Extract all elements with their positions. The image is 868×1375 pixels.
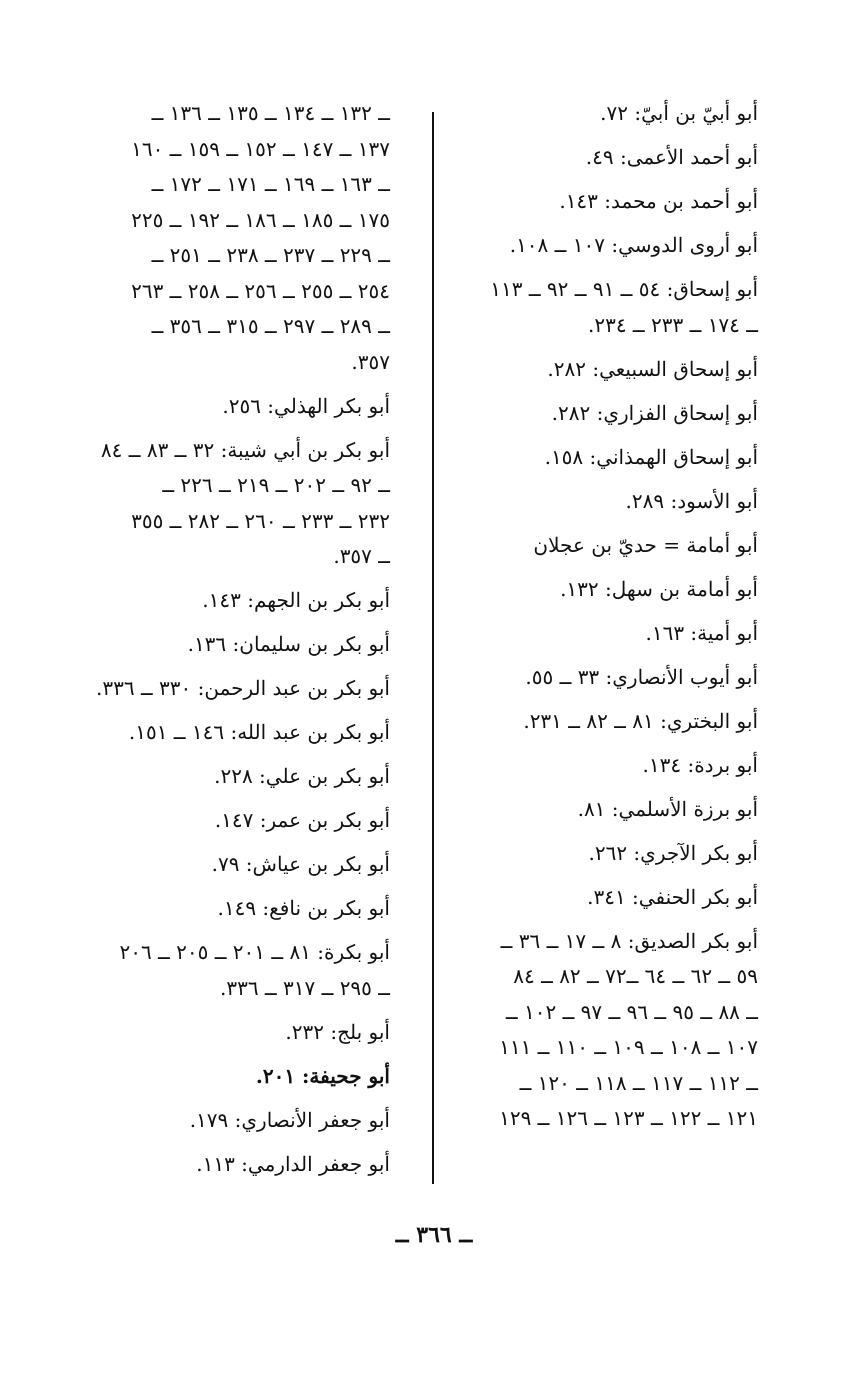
index-entry xyxy=(448,140,758,176)
entry-line: ــ ٢٨٩ ــ ٢٩٧ ــ ٣١٥ ــ ٣٥٦ ــ xyxy=(151,314,390,338)
index-entry xyxy=(448,96,758,132)
entry-line: أبو بلج: ٢٣٢. xyxy=(285,1019,390,1044)
entry-line: ــ ٨٨ ــ ٩٥ ــ ٩٦ ــ ٩٧ ــ ١٠٢ ــ xyxy=(505,999,758,1024)
entry-line: أبو برزة الأسلمي: ٨١. xyxy=(577,796,758,821)
entry-line: ــ ١١٢ ــ ١١٧ ــ ١١٨ ــ ١٢٠ ــ xyxy=(519,1070,758,1095)
entry-line: ١٧٥ ــ ١٨٥ ــ ١٨٦ ــ ١٩٢ ــ ٢٢٥ xyxy=(131,207,390,232)
entry-line: أبو أمية: ١٦٣. xyxy=(645,620,758,645)
index-entry xyxy=(80,715,390,751)
entry-line: ــ ٢٩٥ ــ ٣١٧ ــ ٣٣٦. xyxy=(219,975,390,1000)
index-entry xyxy=(448,748,758,784)
entry-line: ــ ١٧٤ ــ ٢٣٣ ــ ٢٣٤. xyxy=(587,312,758,337)
index-entry xyxy=(448,704,758,740)
index-entry xyxy=(80,1015,390,1051)
entry-line: ٥٩ ــ ٦٢ ــ ٦٤ ــ٧٢ ــ ٨٢ ــ ٨٤ xyxy=(513,964,758,988)
index-entry xyxy=(80,847,390,883)
entry-line: أبو بكر بن عمر: ١٤٧. xyxy=(214,808,390,832)
index-entry xyxy=(80,891,390,927)
index-entry xyxy=(448,572,758,608)
entry-line: أبو بردة: ١٣٤. xyxy=(642,752,758,777)
entry-line: أبو بكر بن عياش: ٧٩. xyxy=(211,852,390,876)
index-entry xyxy=(448,792,758,828)
entry-line: أبو بكر بن عبد الله: ١٤٦ ــ ١٥١. xyxy=(128,720,390,744)
entry-line: ٢٥٤ ــ ٢٥٥ ــ ٢٥٦ ــ ٢٥٨ ــ ٢٦٣ xyxy=(131,278,390,303)
entry-line: أبو جعفر الأنصاري: ١٧٩. xyxy=(189,1107,390,1132)
entry-line: أبو جعفر الدارمي: ١١٣. xyxy=(196,1151,390,1176)
entry-line: ١٢١ ــ ١٢٢ ــ ١٢٣ ــ ١٢٦ ــ ١٢٩ xyxy=(499,1106,758,1130)
index-entry xyxy=(80,1147,390,1183)
index-entry xyxy=(80,1059,390,1095)
index-entry xyxy=(80,935,390,1006)
index-entry xyxy=(80,1103,390,1139)
index-entry xyxy=(80,627,390,663)
entry-line: أبو إسحاق الفزاري: ٢٨٢. xyxy=(551,400,758,425)
column-divider xyxy=(432,112,434,1184)
entry-line: ٣٥٧. xyxy=(351,349,390,374)
index-entry xyxy=(448,352,758,388)
entry-line: أبو بكر بن أبي شيبة: ٣٢ ــ ٨٣ ــ ٨٤ xyxy=(100,437,390,462)
entry-line: أبو بكر بن نافع: ١٤٩. xyxy=(217,896,390,920)
page-number: ــ ٣٦٦ ــ xyxy=(395,1222,473,1248)
entry-line: أبو بكر بن عبد الرحمن: ٣٣٠ ــ ٣٣٦. xyxy=(96,676,390,700)
index-entry xyxy=(448,440,758,476)
entry-line: أبو أبيّ بن أبيّ: ٧٢. xyxy=(600,101,758,125)
index-entry xyxy=(448,396,758,432)
entry-line: أبو أحمد بن محمد: ١٤٣. xyxy=(559,189,758,213)
entry-line: أبو أمامة = حديّ بن عجلان xyxy=(533,532,758,557)
entry-line: ــ ١٣٢ ــ ١٣٤ ــ ١٣٥ ــ ١٣٦ ــ xyxy=(151,101,390,125)
entry-line: أبو جحيفة: ٢٠١. xyxy=(255,1063,390,1088)
entry-line: أبو بكر بن الجهم: ١٤٣. xyxy=(202,588,390,612)
entry-line: أبو البختري: ٨١ ــ ٨٢ ــ ٢٣١. xyxy=(523,708,758,733)
index-entry xyxy=(80,389,390,425)
index-entry xyxy=(448,836,758,872)
index-entry xyxy=(80,759,390,795)
index-column-right xyxy=(448,96,758,1137)
index-entry xyxy=(448,880,758,916)
index-entry xyxy=(448,484,758,520)
entry-line: أبو أروى الدوسي: ١٠٧ ــ ١٠٨. xyxy=(509,233,758,257)
entry-line: أبو بكر الآجري: ٢٦٢. xyxy=(588,840,758,865)
entry-line: أبو بكر بن سليمان: ١٣٦. xyxy=(187,632,390,656)
entry-line: ١٠٧ ــ ١٠٨ ــ ١٠٩ ــ ١١٠ ــ ١١١ xyxy=(499,1035,758,1059)
index-entry xyxy=(448,616,758,652)
index-entry xyxy=(448,184,758,220)
index-entry xyxy=(448,272,758,343)
entry-line: أبو بكر بن علي: ٢٢٨. xyxy=(214,764,390,788)
index-entry xyxy=(80,96,390,380)
entry-line: أبو بكر الصديق: ٨ ــ ١٧ ــ ٣٦ ــ xyxy=(500,928,758,953)
index-entry xyxy=(80,583,390,619)
entry-line: أبو بكرة: ٨١ ــ ٢٠١ ــ ٢٠٥ ــ ٢٠٦ xyxy=(119,940,390,964)
entry-line: أبو أحمد الأعمى: ٤٩. xyxy=(585,145,758,169)
index-entry xyxy=(80,803,390,839)
entry-line: ٢٣٢ ــ ٢٣٣ ــ ٢٦٠ ــ ٢٨٢ ــ ٣٥٥ xyxy=(131,508,390,533)
entry-line: أبو بكر الهذلي: ٢٥٦. xyxy=(222,393,390,418)
index-column-left xyxy=(80,96,390,1182)
index-entry xyxy=(80,433,390,575)
index-entry xyxy=(80,671,390,707)
entry-line: أبو بكر الحنفي: ٣٤١. xyxy=(587,884,758,909)
entry-line: ١٣٧ ــ ١٤٧ ــ ١٥٢ ــ ١٥٩ ــ ١٦٠ xyxy=(131,136,390,161)
entry-line: أبو إسحاق الهمذاني: ١٥٨. xyxy=(544,444,758,469)
entry-line: أبو أمامة بن سهل: ١٣٢. xyxy=(560,576,758,601)
entry-line: ــ ٩٢ ــ ٢٠٢ ــ ٢١٩ ــ ٢٢٦ ــ xyxy=(162,473,390,497)
entry-line: أبو إسحاق: ٥٤ ــ ٩١ ــ ٩٢ ــ ١١٣ xyxy=(490,277,758,301)
index-entry xyxy=(448,660,758,696)
entry-line: ــ ٢٢٩ ــ ٢٣٧ ــ ٢٣٨ ــ ٢٥١ ــ xyxy=(151,243,390,267)
index-entry xyxy=(448,528,758,564)
entry-line: أبو الأسود: ٢٨٩. xyxy=(625,488,758,513)
index-entry xyxy=(448,924,758,1137)
index-entry xyxy=(448,228,758,264)
entry-line: أبو إسحاق السبيعي: ٢٨٢. xyxy=(547,356,758,381)
entry-line: ــ ١٦٣ ــ ١٦٩ ــ ١٧١ ــ ١٧٢ ــ xyxy=(151,172,390,196)
entry-line: أبو أيوب الأنصاري: ٣٣ ــ ٥٥. xyxy=(525,664,758,689)
entry-line: ــ ٣٥٧. xyxy=(333,544,390,568)
